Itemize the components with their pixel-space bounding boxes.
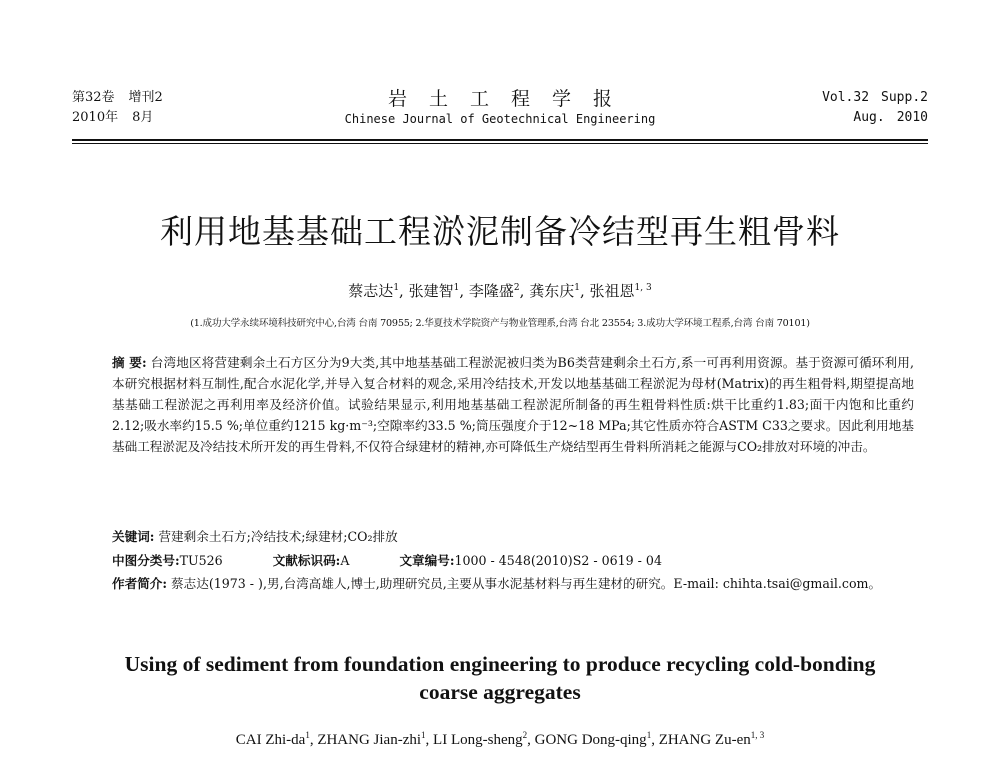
bio-text: 蔡志达(1973 - ),男,台湾高雄人,博士,助理研究员,主要从事水泥基材料与再生建材的研究。E-mail: chihta.tsai@gmail.com。 [171,576,882,591]
month-cn: 8月 [132,110,154,125]
header-rule-thick [72,139,928,141]
supplement-cn: 增刊2 [128,90,163,105]
paper-title-cn: 利用地基基础工程淤泥制备冷结型再生粗骨料 [160,212,840,251]
keywords-label: 关键词: [112,529,155,544]
volume-en: Vol.32 [822,90,870,105]
abstract-text: 台湾地区将营建剩余土石方区分为9大类,其中地基基础工程淤泥被归类为B6类营建剩余土石方,系一可再利用资源。基于资源可循环利用,本研究根据材料互制性,配合水泥化学,并导入复合材料的观念,采用冷结技术,开发以地基基础工程淤泥为母材(Matrix)的再生粗骨料,期望提高地基基础工程淤泥之再利用率及经济价值。试验结果显示,利用地基基础工程淤泥所制备的再生粗骨料性质:烘干比重约1.83;面干内饱和比重约2.12;吸水率约15.5 %;单位重约1215 kg·m⁻³;空隙率约33.5 %;筒压强度介于12~18 MPa;其它性质亦符合ASTM C33之要求。因此利用地基基础工程淤泥及冷结技术所开发的再生骨料,不仅符合绿建材的精神,亦可降低生产烧结型再生骨料所消耗之能源与CO₂排放对环境的冲击。 [112,355,914,454]
author-en: LI Long-sheng [433,732,523,748]
article-no-label: 文章编号: [399,553,455,568]
affiliations: (1.成功大学永续环境科技研究中心,台湾 台南 70955; 2.华夏技术学院资产与物业管理系,台湾 台北 23554; 3.成功大学环境工程系,台湾 台南 70101) [190,318,810,329]
keywords [112,526,398,547]
article-no-value: 1000 - 4548(2010)S2 - 0619 - 04 [454,553,662,568]
journal-title-cn: 岩土工程学报 [387,88,634,110]
keywords-text: 营建剩余土石方;冷结技术;绿建材;CO₂排放 [158,529,398,544]
doc-code-label: 文献标识码: [272,553,341,568]
header-rule-thin [72,143,928,144]
author-en: GONG Dong-qing [534,732,647,748]
title-en-line1: Using of sediment from foundation engineering to produce recycling cold-bonding [124,652,876,676]
year-cn: 2010年 [72,110,119,125]
year-en: 2010 [896,110,928,125]
header-right [810,88,928,128]
author-en: ZHANG Zu-en [658,732,751,748]
supplement-en: Supp.2 [881,90,928,105]
title-en-line2: coarse aggregates [419,680,581,704]
author-cn: 蔡志达 [348,282,394,300]
bio-label: 作者简介: [112,576,168,591]
author-cn: 张建智 [408,282,454,300]
authors-en: CAI Zhi-$da^1$, ZHANG Jian-zhi$^1$, LI Long-sheng$^2$, GONG Dong-qing$^1$, ZHANG Zu-en$^{1, 3}$ [235,730,765,748]
author-cn: 张祖恩 [589,282,635,300]
classification-line [112,550,662,571]
month-en: Aug. [853,110,885,125]
authors-cn: 蔡志达$^1$, 张建智$^1$, 李隆盛$^2$, 龚东庆$^1$, 张祖恩$^{1, 3}$ [348,282,652,300]
author-bio [112,573,914,594]
journal-header [72,88,928,140]
abstract-label: 摘 要: [112,355,147,370]
header-center [72,88,928,128]
doc-code-value: A [340,553,350,568]
abstract [112,352,914,457]
paper-title-en [60,650,940,706]
journal-title-en: Chinese Journal of Geotechnical Engineering [344,112,656,126]
author-en: ZHANG Jian-zhi [317,732,422,748]
clc-label: 中图分类号: [112,553,180,568]
volume-cn: 第32卷 [72,90,115,105]
author-en: CAI Zhi-da [235,732,306,748]
author-cn: 龚东庆 [529,282,575,300]
clc-value: TU526 [179,553,223,568]
author-cn: 李隆盛 [468,282,514,300]
